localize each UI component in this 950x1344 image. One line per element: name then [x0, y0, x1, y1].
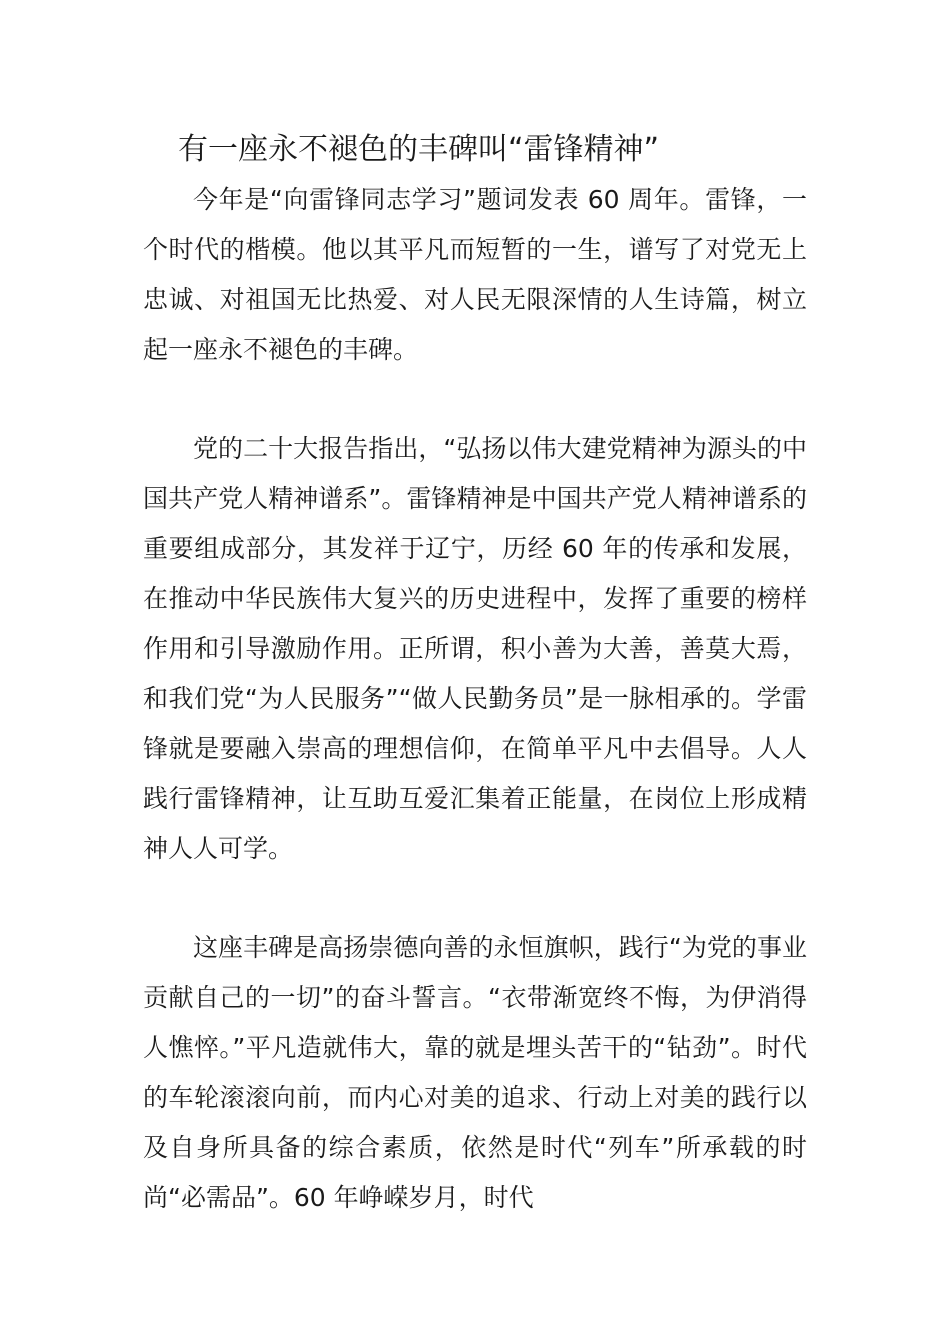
paragraph-3: 这座丰碑是高扬崇德向善的永恒旗帜，践行“为党的事业贡献自己的一切”的奋斗誓言。“衣带渐宽终不悔，为伊消得人憔悴。”平凡造就伟大，靠的就是埋头苦干的“钻劲”。时代的车轮滚滚向前，而内心对美的追求、行动上对美的践行以及自身所具备的综合素质，依然是时代“列车”所承载的时尚“必需品”。60 年峥嵘岁月，时代: [143, 933, 807, 1212]
document-title: 有一座永不褪色的丰碑叫“雷锋精神”: [178, 132, 660, 167]
paragraph-2: 党的二十大报告指出，“弘扬以伟大建党精神为源头的中国共产党人精神谱系”。雷锋精神是中国共产党人精神谱系的重要组成部分，其发祥于辽宁，历经 60 年的传承和发展，在推动中华民族伟大复兴的历史进程中，发挥了重要的榜样作用和引导激励作用。正所谓，积小善为大善，善莫大焉，和我们党“为人民服务”“做人民勤务员”是一脉相承的。学雷锋就是要融入崇高的理想信仰，在简单平凡中去倡导。人人践行雷锋精神，让互助互爱汇集着正能量，在岗位上形成精神人人可学。: [143, 434, 807, 863]
paragraph-1: 今年是“向雷锋同志学习”题词发表 60 周年。雷锋，一个时代的楷模。他以其平凡而短暂的一生，谱写了对党无上忠诚、对祖国无比热爱、对人民无限深情的人生诗篇，树立起一座永不褪色的丰碑。: [143, 185, 807, 364]
